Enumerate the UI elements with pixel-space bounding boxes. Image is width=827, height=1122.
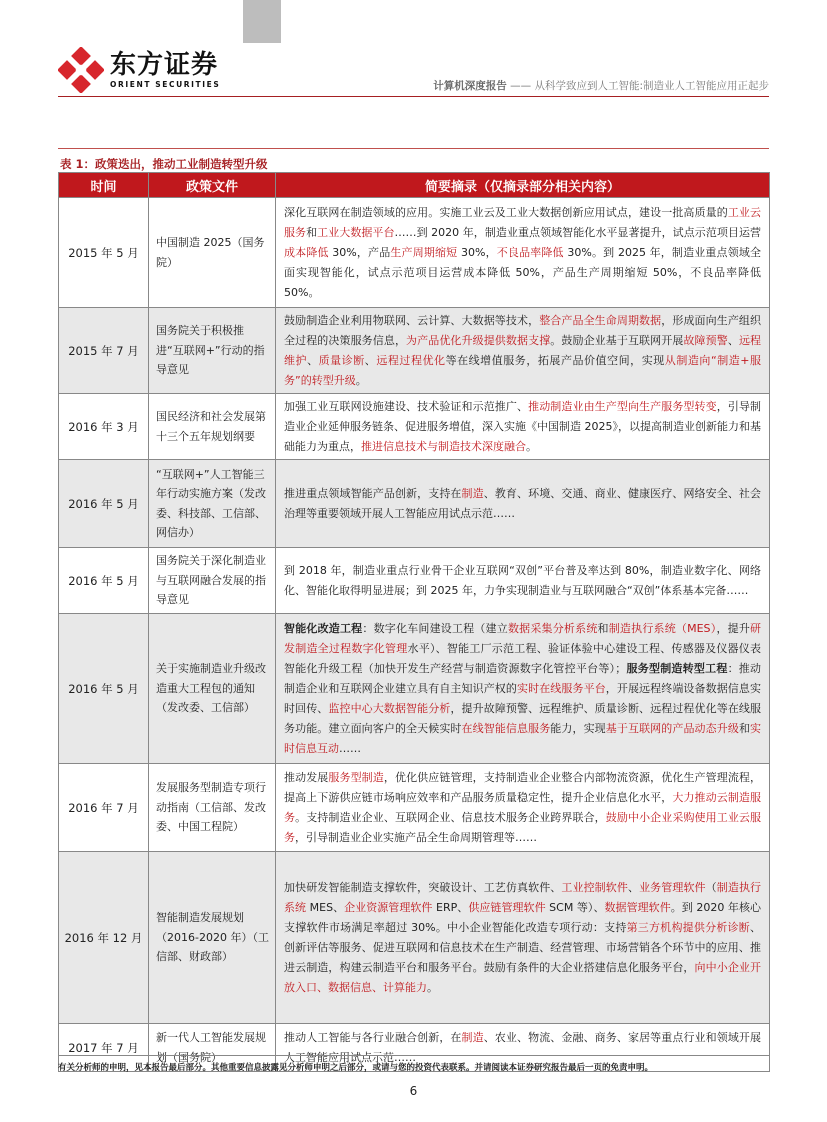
row-time: 2017 年 7 月 <box>59 1024 149 1072</box>
summary-text: ，引导制造业企业延伸服务链条、促进服务增值，深入实施《中国制造 2025》，以提高制造业创新能力和基础能力为重点， <box>284 399 762 453</box>
table-row <box>59 548 770 614</box>
summary-text: 加快研发智能制造支撑软件，突破设计、工艺仿真软件、 <box>284 880 562 894</box>
highlight-text: 推进信息技术与制造技术深度融合 <box>361 439 526 453</box>
highlight-text: 制造 <box>461 486 484 500</box>
row-time: 2015 年 5 月 <box>59 198 149 308</box>
row-policy-document: 中国制造 2025（国务院） <box>149 198 276 308</box>
row-summary <box>276 460 770 548</box>
report-type: 计算机深度报告 <box>433 80 507 92</box>
summary-text: SCM 等）、 <box>545 900 605 914</box>
header-rule <box>58 96 769 97</box>
summary-text: 。 <box>526 439 537 453</box>
highlight-text: 鼓励中小企业采购使用工业云服务 <box>284 810 762 844</box>
table-row <box>59 852 770 1024</box>
summary-text: 、 <box>727 333 739 347</box>
table-row <box>59 394 770 460</box>
highlight-text: 第三方机构提供分析诊断 <box>626 920 751 934</box>
bold-heading-text: 服务型制造转型工程 <box>626 661 728 675</box>
page-number: 6 <box>409 1084 418 1098</box>
table-row <box>59 198 770 308</box>
summary-text: ，形成面向生产组织全过程的决策服务信息， <box>284 313 762 347</box>
row-summary <box>276 764 770 852</box>
summary-text: MES、 <box>306 900 345 914</box>
summary-text: 、教育、环境、交通、商业、健康医疗、网络安全、社会治理等重要领域开展人工智能应用试点示范…… <box>284 486 762 520</box>
brand-logo <box>58 47 220 93</box>
summary-text: 30%， <box>457 245 497 259</box>
summary-text: 。鼓励企业基于互联网开展 <box>550 333 684 347</box>
row-policy-document: 国民经济和社会发展第十三个五年规划纲要 <box>149 394 276 460</box>
summary-text: 推动人工智能与各行业融合创新，在 <box>284 1030 462 1044</box>
table-row <box>59 614 770 764</box>
highlight-text: 推动制造业由生产型向生产服务型转变 <box>528 399 717 413</box>
table-row <box>59 764 770 852</box>
summary-text: 和 <box>738 721 751 735</box>
highlight-text: 为产品优化升级提供数据支撑 <box>406 333 551 347</box>
summary-text: 。 <box>427 980 438 994</box>
table-row <box>59 308 770 394</box>
highlight-text: 制造执行系统（MES） <box>608 621 717 635</box>
summary-text: 、创新评估等服务、促进互联网和信息技术在生产制造、经营管理、市场营销各个环节中的应用、推进云制造，构建云制造平台和服务平台。鼓励有条件的大企业搭建信息化服务平台， <box>284 920 762 974</box>
table-row <box>59 460 770 548</box>
row-time: 2016 年 5 月 <box>59 614 149 764</box>
highlight-text: 实时在线服务平台 <box>517 681 606 695</box>
summary-text: 等在线增值服务，拓展产品价值空间，实现 <box>445 353 665 367</box>
highlight-text: 故障预警 <box>683 333 728 347</box>
highlight-text: 整合产品全生命周期数据 <box>539 313 662 327</box>
summary-text: ，优化供应链管理，支持制造业企业整合内部物流资源，优化生产管理流程，提高上下游供应链市场响应效率和产品服务质量稳定性，提升企业信息化水平， <box>284 770 762 804</box>
row-policy-document: 国务院关于深化制造业与互联网融合发展的指导意见 <box>149 548 276 614</box>
summary-text: ……到 2020 年，制造业重点领域智能化水平显著提升，试点示范项目运营 <box>394 225 762 239</box>
row-summary <box>276 198 770 308</box>
highlight-text: 基于互联网的产品动态升级 <box>605 721 739 735</box>
row-time: 2016 年 12 月 <box>59 852 149 1024</box>
highlight-text: 业务管理软件 <box>639 880 706 894</box>
highlight-text: 生产周期缩短 <box>390 245 458 259</box>
row-summary <box>276 308 770 394</box>
table-title: 表 1：政策迭出，推动工业制造转型升级 <box>60 157 268 171</box>
summary-text: 深化互联网在制造领域的应用。实施工业云及工业大数据创新应用试点，建设一批高质量的 <box>284 205 728 219</box>
row-time: 2015 年 7 月 <box>59 308 149 394</box>
column-header-document: 政策文件 <box>149 173 276 198</box>
highlight-text: 监控中心大数据智能分析 <box>328 701 451 715</box>
row-policy-document: 国务院关于积极推进“互联网+”行动的指导意见 <box>149 308 276 394</box>
row-time: 2016 年 5 月 <box>59 460 149 548</box>
column-header-summary: 简要摘录（仅摘录部分相关内容） <box>276 173 770 198</box>
highlight-text: 制造 <box>461 1030 484 1044</box>
highlight-text: 不良品率降低 <box>496 245 564 259</box>
summary-text: ，引导制造业企业实施产品全生命周期管理等…… <box>295 830 537 844</box>
disclaimer-footer: 有关分析师的申明，见本报告最后部分。其他重要信息披露见分析师申明之后部分，或请与您的投资代表联系。并请阅读本证券研究报告最后一页的免责申明。 <box>58 1063 654 1073</box>
row-summary <box>276 548 770 614</box>
summary-text: 和 <box>306 225 318 239</box>
summary-text: 加强工业互联网设施建设、技术验证和示范推广、 <box>284 399 529 413</box>
summary-text: 、 <box>364 353 377 367</box>
row-summary <box>276 394 770 460</box>
highlight-text: 服务型制造 <box>328 770 384 784</box>
summary-text: ，提升 <box>716 621 751 635</box>
summary-text: ERP、 <box>432 900 469 914</box>
highlight-text: 成本降低 <box>284 245 329 259</box>
header-separator: —— <box>510 80 532 92</box>
footer-rule <box>58 1055 769 1056</box>
summary-text: ，开展远程终端设备数据信息实时回传、 <box>284 681 762 715</box>
row-summary <box>276 852 770 1024</box>
summary-text: 、 <box>307 353 319 367</box>
row-policy-document: 智能制造发展规划（2016-2020 年）（工信部、财政部） <box>149 852 276 1024</box>
highlight-text: 供应链管理软件 <box>468 900 546 914</box>
bold-heading-text: 智能化改造工程 <box>284 621 363 635</box>
highlight-text: 大力推动云制造服务 <box>284 790 762 824</box>
highlight-text: 工业控制软件 <box>561 880 628 894</box>
highlight-text: 研发制造全过程数字化管理 <box>284 621 762 655</box>
highlight-text: 工业云服务 <box>284 205 762 239</box>
summary-text: 推动发展 <box>284 770 329 784</box>
summary-text: 30%，产品 <box>328 245 391 259</box>
highlight-text: 在线智能信息服务 <box>461 721 551 735</box>
highlight-text: 向中小企业开放入口、数据信息、计算能力 <box>284 960 762 994</box>
summary-text: 到 2018 年，制造业重点行业骨干企业互联网“双创”平台普及率达到 80%，制造业数字化、网络化、智能化取得明显进展；到 2025 年，力争实现制造业与互联网融合“双创”体系基本完备…… <box>284 563 761 597</box>
highlight-text: 数据采集分析系统 <box>507 621 598 635</box>
highlight-text: 制造执行系统 <box>284 880 762 914</box>
summary-text: 鼓励制造企业利用物联网、云计算、大数据等技术， <box>284 313 540 327</box>
title-rule <box>58 148 769 149</box>
row-policy-document: 新一代人工智能发展规划（国务院） <box>149 1024 276 1072</box>
summary-text: ，提升故障预警、远程维护、质量诊断、远程过程优化等在线服务功能。建立面向客户的全天候实时 <box>284 701 762 735</box>
summary-text: 和 <box>597 621 609 635</box>
report-subtitle: 从科学致应到人工智能:制造业人工智能应用正起步 <box>534 80 769 92</box>
highlight-text: 质量诊断 <box>318 353 365 367</box>
highlight-text: 远程过程优化 <box>376 353 446 367</box>
highlight-text: 企业资源管理软件 <box>344 900 433 914</box>
table-header-row <box>59 173 770 198</box>
row-policy-document: “互联网+”人工智能三年行动实施方案（发改委、科技部、工信部、网信办） <box>149 460 276 548</box>
brand-name-en: ORIENT SECURITIES <box>110 80 221 89</box>
row-summary <box>276 614 770 764</box>
summary-text: 水平）、智能工厂示范工程、验证体验中心建设工程、传感器及仪器仪表智能化升级工程（加快开发生产经营与制造资源数字化管控平台等）； <box>284 641 762 675</box>
summary-text: 。到 2020 年核心支撑软件市场满足率超过 30%。中小企业智能化改造专项行动：支持 <box>284 900 762 934</box>
policy-table <box>58 172 770 1072</box>
summary-text: 30%。到 2025 年，制造业重点领域全面实现智能化，试点示范项目运营成本降低 50%，产品生产周期缩短 50%，不良品率降低 50%。 <box>284 245 762 299</box>
summary-text: 。支持制造业企业、互联网企业、信息技术服务企业跨界联合， <box>295 810 606 824</box>
summary-text: （ <box>705 880 717 894</box>
brand-name-cn: 东方证券 <box>110 50 219 80</box>
summary-text: …… <box>339 741 361 755</box>
row-time: 2016 年 7 月 <box>59 764 149 852</box>
report-header <box>433 78 769 93</box>
highlight-text: 实时信息互动 <box>284 721 762 755</box>
column-header-time: 时间 <box>59 173 149 198</box>
row-time: 2016 年 3 月 <box>59 394 149 460</box>
summary-text: ：数字化车间建设工程（建立 <box>362 621 508 635</box>
summary-text: ：推动制造企业和互联网企业建立具有自主知识产权的 <box>284 661 762 695</box>
top-gray-tab <box>243 0 281 43</box>
orient-logo-icon <box>58 47 104 93</box>
highlight-text: 从制造向“制造+服务”的转型升级 <box>284 353 762 387</box>
row-policy-document: 关于实施制造业升级改造重大工程包的通知（发改委、工信部） <box>149 614 276 764</box>
highlight-text: 远程维护 <box>284 333 762 367</box>
highlight-text: 工业大数据平台 <box>317 225 395 239</box>
summary-text: 推进重点领域智能产品创新，支持在 <box>284 486 462 500</box>
summary-text: 能力，实现 <box>550 721 606 735</box>
row-time: 2016 年 5 月 <box>59 548 149 614</box>
summary-text: 、农业、物流、金融、商务、家居等重点行业和领域开展人工智能应用试点示范…… <box>284 1030 762 1064</box>
row-policy-document: 发展服务型制造专项行动指南（工信部、发改委、中国工程院） <box>149 764 276 852</box>
highlight-text: 数据管理软件 <box>604 900 671 914</box>
summary-text: 、 <box>627 880 640 894</box>
summary-text: 。 <box>355 373 367 387</box>
